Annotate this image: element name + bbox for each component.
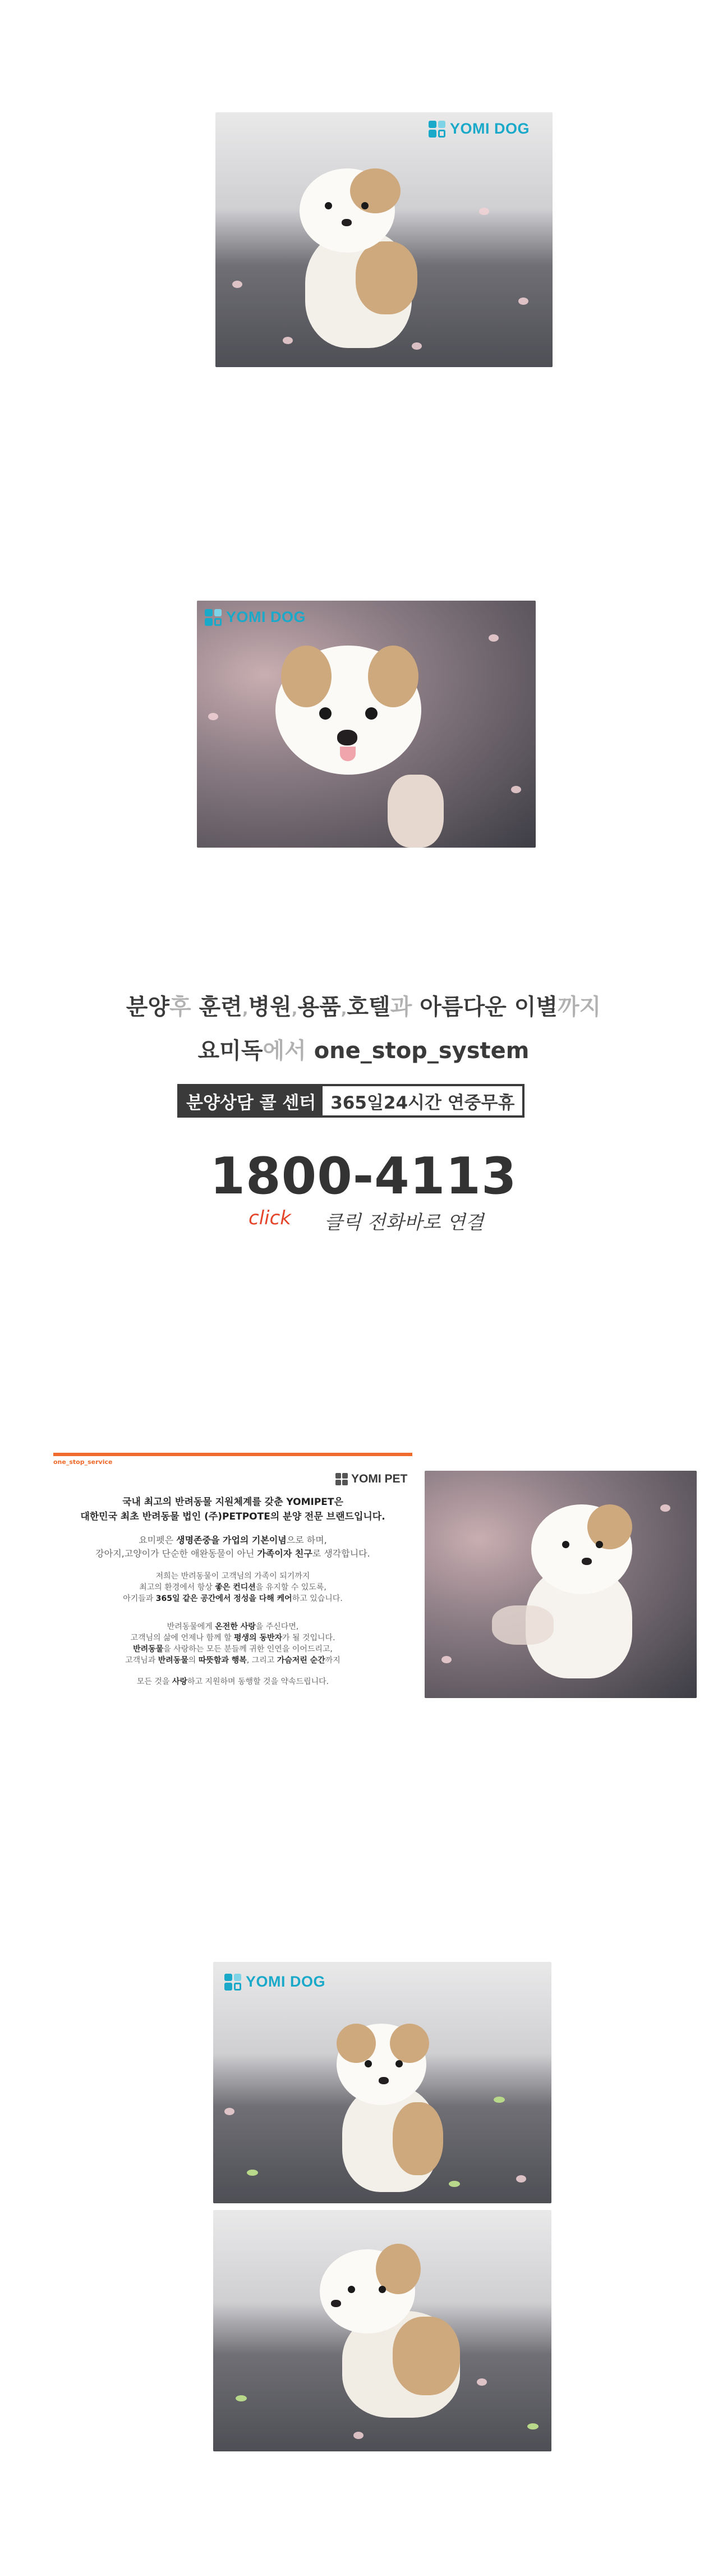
service-text-bold: 대한민국 최초 반려동물 법인 (주)PETPOTE의 분양 전문 브랜드입니다.: [80, 1511, 385, 1522]
service-paragraph-5: [53, 1676, 412, 1687]
yomidog-logo-icon: [429, 121, 445, 138]
yomidog-logo-icon: [205, 609, 222, 626]
service-text: 가 될 것입니다.: [282, 1634, 335, 1642]
headline-line-1: [0, 994, 727, 1023]
service-text-bold: 365일 같은 공간에서 정성을 다해 케어: [155, 1594, 292, 1603]
service-paragraph-3: [53, 1571, 412, 1604]
service-line: [53, 1534, 412, 1547]
headline-segment: 후: [169, 994, 199, 1020]
service-text: , 그리고: [246, 1656, 277, 1665]
service-paragraph-1: [53, 1495, 412, 1524]
service-line: [53, 1509, 412, 1524]
service-paragraph-2: [53, 1534, 412, 1561]
click-to-call-description[interactable]: 클릭 전화바로 연결: [324, 1211, 484, 1234]
service-text: 모든 것을: [136, 1677, 172, 1686]
service-text-bold: 온전한 사랑: [215, 1622, 256, 1631]
headline-segment: 분양: [126, 994, 170, 1020]
headline-segment: 에서: [263, 1038, 314, 1064]
consult-label: 분양상담 콜 센터: [180, 1086, 323, 1115]
service-text: 로 생각합니다.: [312, 1548, 370, 1559]
service-text-bold: 생명존중을 가업의 기본이념: [176, 1535, 287, 1545]
service-text: 까지: [325, 1656, 341, 1665]
service-line: [53, 1547, 412, 1561]
service-line: [53, 1632, 412, 1644]
service-paragraph-4: [53, 1621, 412, 1666]
yomipet-logo-text: YOMI PET: [351, 1472, 408, 1485]
service-text: 고객님과: [125, 1656, 158, 1665]
service-text: 요미펫은: [139, 1535, 177, 1545]
service-text: 아기들과: [123, 1594, 156, 1603]
service-line: [53, 1571, 412, 1582]
headline-segment: 훈련: [199, 994, 242, 1020]
puppy-photo-5: [213, 2210, 551, 2451]
service-text: 반려동물에게: [167, 1622, 215, 1631]
headline-segment: 병원: [248, 994, 292, 1020]
headline-segment: 요미독: [197, 1038, 263, 1064]
service-line: [53, 1621, 412, 1632]
service-text-bold: 가족이자 친구: [257, 1548, 312, 1559]
service-text: 을 유지할 수 있도록,: [255, 1583, 326, 1592]
service-text-bold: 반려동물: [158, 1656, 188, 1665]
service-text-bold: 따뜻함과 행복: [198, 1656, 247, 1665]
service-text-bold: 반려동물: [133, 1645, 164, 1654]
yomidog-logo: [429, 120, 530, 138]
headline-segment: 까지: [557, 994, 601, 1020]
headline-segment: ,: [341, 1000, 347, 1018]
service-line: [53, 1676, 412, 1687]
headline-segment: ,: [242, 1000, 249, 1018]
headline-segment: 과: [390, 994, 420, 1020]
service-line: [53, 1495, 412, 1509]
yomipet-logo: [335, 1472, 407, 1486]
service-text-bold: 사랑: [172, 1677, 187, 1686]
yomidog-logo-text: YOMI DOG: [226, 608, 306, 625]
section-divider: [53, 1453, 412, 1456]
service-line: [53, 1582, 412, 1593]
service-text-bold: 평생의 동반자: [234, 1634, 283, 1642]
headline-segment: 용품: [297, 994, 341, 1020]
service-text: 의: [188, 1656, 199, 1665]
service-text-bold: 좋은 컨디션: [215, 1583, 256, 1592]
service-tag: one_stop_service: [53, 1458, 113, 1466]
puppy-photo-2: [197, 601, 536, 848]
service-text: 으로 하며,: [286, 1535, 327, 1545]
consult-callcenter-box: [177, 1084, 524, 1118]
service-line: [53, 1655, 412, 1666]
service-text-bold: 가슴저린 순간: [277, 1656, 325, 1665]
service-line: [53, 1644, 412, 1655]
headline-line-2: [0, 1037, 727, 1064]
click-to-call-link[interactable]: click: [249, 1207, 291, 1229]
service-text: 을 주신다면,: [255, 1622, 299, 1631]
service-text: 최고의 환경에서 항상: [139, 1583, 215, 1592]
service-text: 고객님의 삶에 언제나 함께 할: [130, 1634, 234, 1642]
yomidog-logo-2: [205, 608, 306, 626]
yomidog-logo-text: YOMI DOG: [246, 1973, 326, 1990]
service-text: 을 사랑하는 모든 분들께 귀한 인연을 이어드리고,: [163, 1645, 333, 1654]
service-text: 강아지,고양이가 단순한 애완동물이 아닌: [95, 1548, 257, 1559]
yomidog-logo-text: YOMI DOG: [450, 120, 530, 137]
yomidog-logo-3: [224, 1973, 325, 1991]
yomipet-logo-icon: [335, 1473, 348, 1485]
puppy-photo-4: [213, 1962, 551, 2203]
puppy-photo-1: [215, 112, 553, 367]
puppy-photo-3: [425, 1471, 697, 1698]
service-text: 하고 지원하며 동행할 것을 약속드립니다.: [187, 1677, 329, 1686]
headline-segment: 아름다운 이별: [420, 994, 558, 1020]
phone-number[interactable]: 1800-4113: [210, 1147, 517, 1206]
headline-segment: one_stop_system: [314, 1038, 530, 1064]
headline-segment: 호텔: [347, 994, 390, 1020]
service-text-bold: 국내 최고의 반려동물 지원체계를 갖춘 YOMIPET은: [122, 1497, 343, 1508]
service-text: 저희는 반려동물이 고객님의 가족이 되기까지: [155, 1572, 310, 1581]
service-text: 하고 있습니다.: [292, 1594, 343, 1603]
headline-segment: ,: [291, 1000, 298, 1018]
consult-hours: 365일24시간 연중무휴: [323, 1086, 522, 1115]
yomidog-logo-icon: [224, 1974, 241, 1991]
service-line: [53, 1593, 412, 1604]
